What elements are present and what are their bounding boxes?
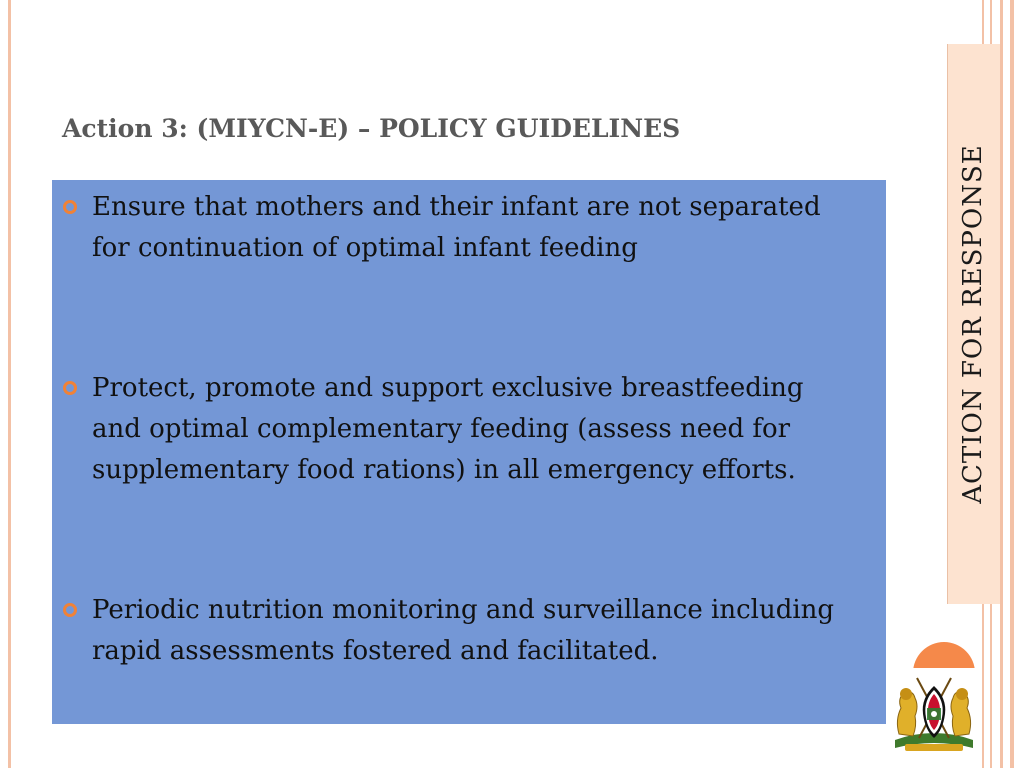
bullet-item bbox=[92, 368, 852, 491]
slide-title: Action 3: (MIYCN-E) – POLICY GUIDELINES bbox=[62, 114, 681, 143]
bullet-text: Protect, promote and support exclusive breastfeeding and optimal complementary feeding (assess need for supplementary food rations) in all emergency efforts. bbox=[92, 373, 804, 485]
content-box bbox=[52, 180, 886, 724]
bullet-marker-icon bbox=[63, 200, 77, 214]
bullet-item bbox=[92, 187, 852, 269]
frame-line-left bbox=[8, 0, 11, 768]
frame-line-right bbox=[1010, 0, 1014, 768]
kenya-coat-of-arms-icon bbox=[887, 668, 981, 754]
bullet-item bbox=[92, 590, 852, 672]
bullet-text: Ensure that mothers and their infant are not separated for continuation of optimal infant feeding bbox=[92, 192, 821, 263]
bullet-marker-icon bbox=[63, 603, 77, 617]
bullet-marker-icon bbox=[63, 381, 77, 395]
bullet-text: Periodic nutrition monitoring and surveillance including rapid assessments fostered and facilitated. bbox=[92, 595, 835, 666]
frame-line-right bbox=[1000, 0, 1003, 768]
side-label: ACTION FOR RESPONSE bbox=[958, 144, 988, 504]
